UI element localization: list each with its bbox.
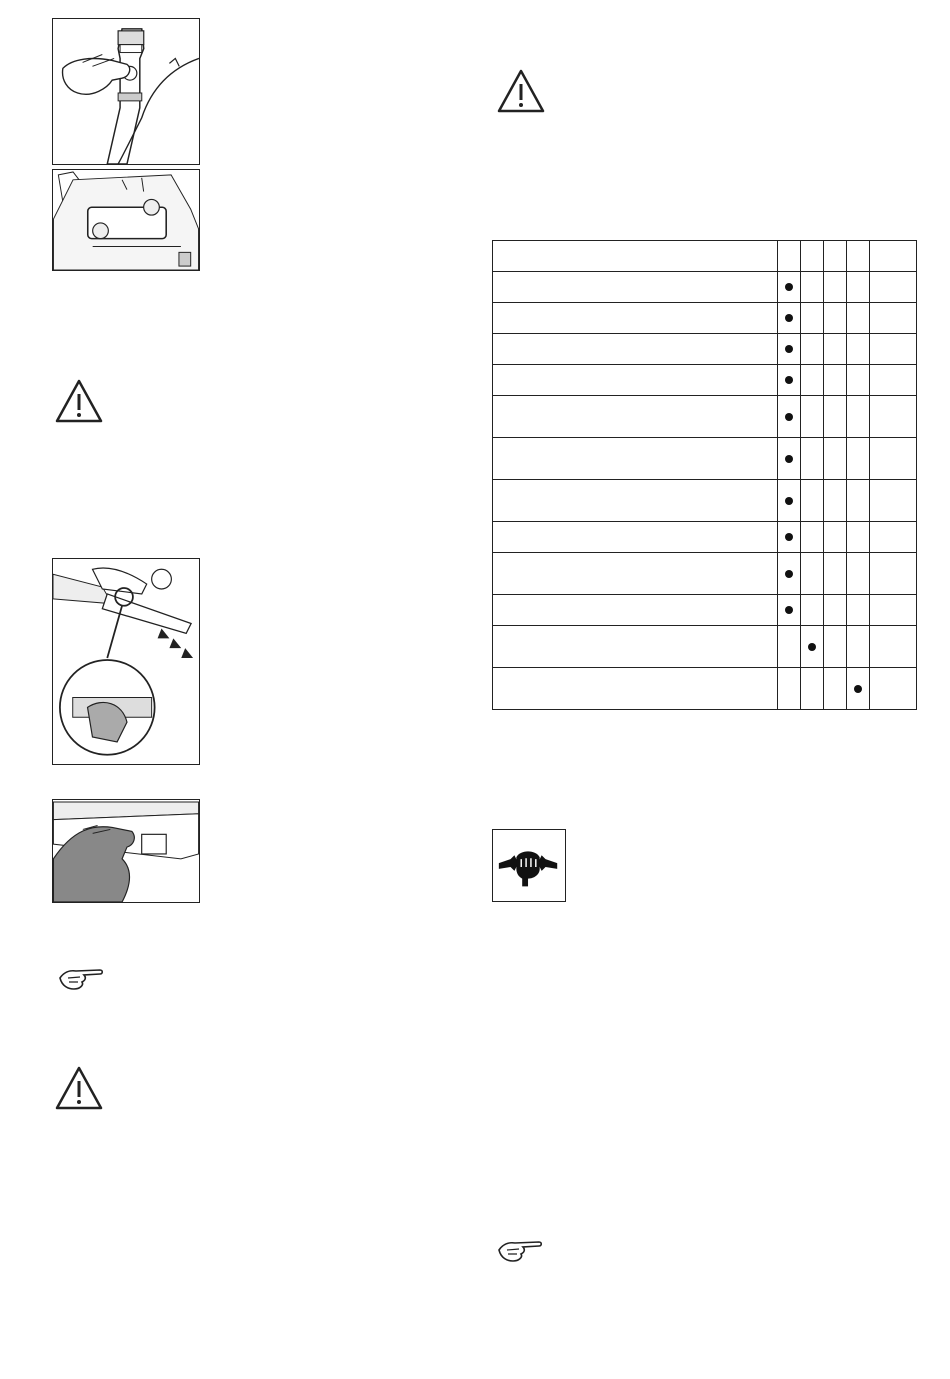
interval-mark: [785, 570, 793, 578]
interval-cell: [778, 303, 801, 334]
detergent-dispenser-figure: [52, 169, 200, 271]
interval-cell: [870, 522, 917, 553]
interval-cell: [778, 668, 801, 710]
interval-cell: [824, 303, 847, 334]
interval-cell: [847, 303, 870, 334]
header-cell: [847, 241, 870, 272]
interval-cell: [824, 272, 847, 303]
hose-connector-illustration: [53, 19, 199, 164]
interval-cell: [847, 668, 870, 710]
interval-cell: [824, 334, 847, 365]
header-cell: [870, 241, 917, 272]
interval-cell: [870, 365, 917, 396]
service-symbol-box: [492, 829, 566, 902]
table-row: [493, 272, 917, 303]
interval-cell: [778, 272, 801, 303]
interval-cell: [824, 553, 847, 595]
interval-mark: [785, 283, 793, 291]
filter-removal-figure: [52, 799, 200, 903]
interval-cell: [870, 480, 917, 522]
interval-cell: [870, 438, 917, 480]
table-row: [493, 396, 917, 438]
warning-triangle-icon: [54, 1065, 104, 1111]
interval-cell: [847, 438, 870, 480]
interval-mark: [785, 314, 793, 322]
interval-cell: [824, 595, 847, 626]
interval-cell: [870, 334, 917, 365]
task-cell: [493, 365, 778, 396]
table-row: [493, 522, 917, 553]
table-row: [493, 553, 917, 595]
interval-cell: [847, 522, 870, 553]
pointing-hand-icon: [497, 1236, 543, 1266]
interval-cell: [847, 334, 870, 365]
header-cell: [778, 241, 801, 272]
header-cell: [493, 241, 778, 272]
interval-cell: [801, 438, 824, 480]
interval-cell: [801, 303, 824, 334]
interval-cell: [870, 668, 917, 710]
task-cell: [493, 522, 778, 553]
interval-cell: [801, 334, 824, 365]
task-cell: [493, 438, 778, 480]
table-row: [493, 303, 917, 334]
task-cell: [493, 480, 778, 522]
header-cell: [801, 241, 824, 272]
interval-mark: [785, 533, 793, 541]
interval-cell: [801, 553, 824, 595]
interval-cell: [870, 595, 917, 626]
interval-cell: [824, 626, 847, 668]
interval-cell: [801, 396, 824, 438]
interval-cell: [824, 522, 847, 553]
interval-mark: [785, 345, 793, 353]
interval-cell: [870, 626, 917, 668]
interval-mark: [785, 376, 793, 384]
spray-arm-figure: [52, 558, 200, 765]
table-row: [493, 595, 917, 626]
interval-mark: [808, 643, 816, 651]
interval-mark: [785, 606, 793, 614]
interval-mark: [854, 685, 862, 693]
warning-triangle-icon: [54, 378, 104, 424]
task-cell: [493, 303, 778, 334]
hose-connector-figure: [52, 18, 200, 165]
task-cell: [493, 272, 778, 303]
interval-cell: [778, 522, 801, 553]
table-row: [493, 626, 917, 668]
table-row: [493, 438, 917, 480]
interval-cell: [847, 272, 870, 303]
pointing-hand-icon: [58, 964, 104, 994]
interval-cell: [824, 438, 847, 480]
task-cell: [493, 595, 778, 626]
detergent-dispenser-illustration: [53, 170, 199, 270]
interval-cell: [778, 396, 801, 438]
interval-cell: [801, 626, 824, 668]
table-row: [493, 668, 917, 710]
interval-cell: [847, 480, 870, 522]
interval-cell: [801, 480, 824, 522]
interval-cell: [824, 365, 847, 396]
interval-cell: [847, 365, 870, 396]
maintenance-schedule-table: [492, 240, 917, 710]
interval-cell: [801, 272, 824, 303]
interval-cell: [778, 480, 801, 522]
interval-cell: [870, 553, 917, 595]
interval-cell: [847, 595, 870, 626]
interval-cell: [870, 303, 917, 334]
interval-cell: [801, 668, 824, 710]
interval-cell: [847, 626, 870, 668]
interval-cell: [801, 365, 824, 396]
task-cell: [493, 396, 778, 438]
interval-cell: [778, 626, 801, 668]
interval-cell: [824, 396, 847, 438]
interval-cell: [778, 334, 801, 365]
header-cell: [824, 241, 847, 272]
table-row: [493, 334, 917, 365]
interval-cell: [778, 438, 801, 480]
interval-cell: [801, 595, 824, 626]
interval-cell: [870, 272, 917, 303]
task-cell: [493, 668, 778, 710]
interval-cell: [824, 668, 847, 710]
interval-mark: [785, 497, 793, 505]
interval-cell: [778, 365, 801, 396]
interval-cell: [824, 480, 847, 522]
task-cell: [493, 553, 778, 595]
warning-triangle-icon: [496, 68, 546, 114]
interval-cell: [847, 553, 870, 595]
interval-cell: [870, 396, 917, 438]
spray-arm-cleaning-illustration: [53, 559, 199, 764]
task-cell: [493, 334, 778, 365]
table-header-row: [493, 241, 917, 272]
table-row: [493, 365, 917, 396]
task-cell: [493, 626, 778, 668]
interval-cell: [801, 522, 824, 553]
table-row: [493, 480, 917, 522]
interval-mark: [785, 413, 793, 421]
service-wrench-icon: [493, 830, 565, 901]
interval-mark: [785, 455, 793, 463]
interval-cell: [847, 396, 870, 438]
filter-removal-illustration: [53, 800, 199, 902]
interval-cell: [778, 553, 801, 595]
interval-cell: [778, 595, 801, 626]
